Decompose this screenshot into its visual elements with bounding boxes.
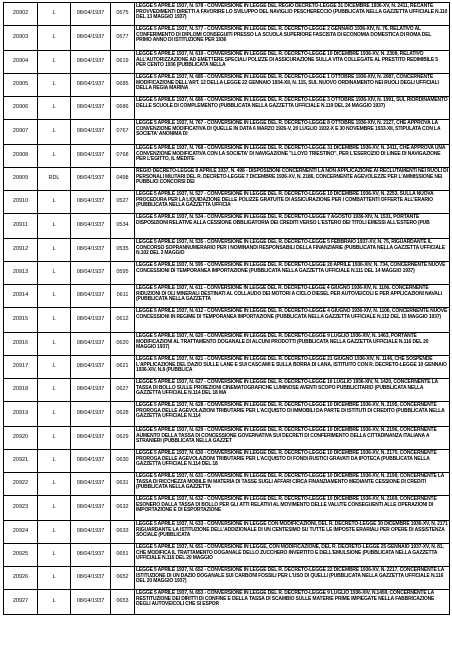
- act-description-cell: LEGGE 5 APRILE 1937, N. 686 - CONVERSIONE IN LEGGE DEL R. DECRETO-LEGGE 3 OTTOBRE 1936-XIV, N. 1991, SUL RIORDINAMENTO DELLE SCUOLE DI COMPLEMENTO (PUBBLICATA NELLA GAZZETTA UFFICIALE N.119 DEL 24 MAGGIO 1937): [135, 97, 450, 120]
- act-number-cell: 0575: [111, 3, 135, 26]
- act-number-cell: 0632: [111, 496, 135, 521]
- act-date-cell: 08/04/1937: [71, 3, 111, 26]
- act-number-cell: 0611: [111, 285, 135, 308]
- act-id-cell: 20907: [4, 120, 38, 145]
- act-id-cell: 20923: [4, 496, 38, 521]
- act-number-cell: 0629: [111, 427, 135, 450]
- act-description-cell: LEGGE 5 APRILE 1937, N. 633 - CONVERSIONE IN LEGGE CON MODIFICAZIONI, DEL R. DECRETO-LEGGE 30 DICEMBRE 1936-XV, N. 2171 RIGUARDANTE LA ISTITUZIONE DELL'ADDIZIONALE DI UN CENTESIMO SU TUTTE LE IMPOSTE ERARIALI PER OPERE DI ASSISTENZA SOCIALE (PUBBLICATA: [135, 521, 450, 544]
- act-date-cell: 08/04/1937: [71, 308, 111, 333]
- act-date-cell: 08/04/1937: [71, 120, 111, 145]
- act-type-cell: L: [38, 567, 71, 590]
- act-date-cell: 08/04/1937: [71, 74, 111, 97]
- act-date-cell: 08/04/1937: [71, 427, 111, 450]
- act-date-cell: 08/04/1937: [71, 262, 111, 285]
- act-type-cell: L: [38, 26, 71, 51]
- table-row: [4, 450, 450, 473]
- act-date-cell: 08/04/1937: [71, 379, 111, 402]
- act-date-cell: 08/04/1937: [71, 26, 111, 51]
- table-row: [4, 496, 450, 521]
- act-id-cell: 20921: [4, 450, 38, 473]
- act-id-cell: 20904: [4, 51, 38, 74]
- act-description-cell: LEGGE 5 APRILE 1937, N. 534 - CONVERSIONE IN LEGGE DEL R. DECRETO-LEGGE 7 AGOSTO 1936-XIV, N. 1531, PORTANTE DISPOSIZIONI RELATIVE ALLA CESSIONE OBBLIGATORIA DEI CREDITI VERSO L'ESTERO DEI TITOLI EMESSI ALL'ESTERO (PUB: [135, 214, 450, 239]
- act-type-cell: L: [38, 74, 71, 97]
- act-description-cell: LEGGE 5 APRILE 1937, N. 619 - CONVERSIONE IN LEGGE DEL R. DECRETO-LEGGE 10 DICEMBRE 1936-XV, N. 2308, RELATIVO ALL'AUTORIZZAZIONE AD EMETTERE SPECIALI POLIZZE DI ASSICURAZIONE SULLA VITA COLLEGATE AL PRESTITO REDIMIBILE 5 PER CENTO 1936 (PUBBLICATA NELLA: [135, 51, 450, 74]
- act-description-cell: LEGGE 5 APRILE 1937, N. 768 - CONVERSIONE IN LEGGE DEL R. DECRETO-LEGGE 31 DICEMBRE 1936-XV, N. 2411, CHE APPROVA UNA CONVENZIONE MODIFICATIVA CON LA SOCIETA' DI NAVIGAZIONE "LLOYD TRIESTINO", PER L'ESERCIZIO DI LINEE DI NAVIGAZIONE PER L'EGITTO, IL MEDITE: [135, 145, 450, 168]
- act-id-cell: 20925: [4, 544, 38, 567]
- act-description-cell: LEGGE 5 APRILE 1937, N. 620 - CONVERSIONE IN LEGGE DEL R. DECRETO-LEGGE 9 LUGLIO 1936-XIV, N. 1463, PORTANTE MODIFICAZIONI AL TRATTAMENTO DOGANALE DI ALCUNI PRODOTTI (PUBBLICATA NELLA GAZZETTA UFFICIALE N.116 DEL 20 MAGGIO 1937): [135, 333, 450, 356]
- act-id-cell: 20909: [4, 168, 38, 191]
- act-date-cell: 08/04/1937: [71, 590, 111, 615]
- acts-register-table: [3, 2, 450, 615]
- table-row: [4, 521, 450, 544]
- acts-register-body: [4, 3, 450, 615]
- table-row: [4, 97, 450, 120]
- act-date-cell: 08/04/1937: [71, 285, 111, 308]
- table-row: [4, 214, 450, 239]
- act-type-cell: L: [38, 356, 71, 379]
- act-number-cell: 0595: [111, 262, 135, 285]
- act-date-cell: 08/04/1937: [71, 567, 111, 590]
- act-type-cell: L: [38, 333, 71, 356]
- act-date-cell: 08/04/1937: [71, 97, 111, 120]
- table-row: [4, 473, 450, 496]
- act-number-cell: 0534: [111, 214, 135, 239]
- table-row: [4, 356, 450, 379]
- act-id-cell: 20926: [4, 567, 38, 590]
- act-type-cell: L: [38, 120, 71, 145]
- table-row: [4, 120, 450, 145]
- table-row: [4, 239, 450, 262]
- act-id-cell: 20903: [4, 26, 38, 51]
- act-description-cell: LEGGE 5 APRILE 1937, N. 653 - CONVERSIONE IN LEGGE DEL R. DECRETO-LEGGE 9 LUGLIO 1936-XIV, N.1459, CONCERNENTE LA RESTITUZIONE DEI DIRITTI DI CONFINE E DELLA TASSA DI SCAMBIO SULLE MATERIE PRIME IMPIEGATE NELLA FABBRICAZIONE DEGLI AUTOVEICOLI CHE SI ESPOR: [135, 590, 450, 615]
- table-row: [4, 285, 450, 308]
- act-type-cell: L: [38, 214, 71, 239]
- act-description-cell: LEGGE 5 APRILE 1937, N. 629 - CONVERSIONE IN LEGGE DEL R. DECRETO-LEGGE 10 DICEMBRE 1936-XV, N. 2196, CONCERNENTE AUMENTO DELLA TASSA DI CONCESSIONE GOVERNATIVA SUI DECRETI DI CONFERIMENTO DELLA CITTADINANZA ITALIANA A STRANIERI (PUBBLICATA NELLA GAZZET: [135, 427, 450, 450]
- act-date-cell: 08/04/1937: [71, 544, 111, 567]
- act-type-cell: L: [38, 450, 71, 473]
- act-description-cell: LEGGE 5 APRILE 1937, N. 612 - CONVERSIONE IN LEGGE DEL R. DECRETO-LEGGE 4 GIUGNO 1936-XIV, N. 1106, CONCERNENTE NUOVE CONCESSIONI IN REGIME DI TEMPORANEA IMPORTAZIONE (PUBBLICATA NELLA GAZZETTA UFFICIALE N.112 DEL 15 MAGGIO 1937): [135, 308, 450, 333]
- act-id-cell: 20912: [4, 239, 38, 262]
- act-type-cell: L: [38, 262, 71, 285]
- act-description-cell: LEGGE 5 APRILE 1937, N. 627 - CONVERSIONE IN LEGGE DEL R. DECRETO-LEGGE 16 LUGLIO 1936-XIV, N. 1420, CONCERNENTE LA TASSA DI BOLLO SULLE PROIEZIONI CINEMATOGRAFICHE LUMINOSE AVENTI SCOPO PUBBLICITARIO (PUBBLICATA NELLA GAZZETTA UFFICIALE N.114 DEL 18 MA: [135, 379, 450, 402]
- act-type-cell: L: [38, 496, 71, 521]
- act-date-cell: 08/04/1937: [71, 214, 111, 239]
- act-number-cell: 0652: [111, 567, 135, 590]
- table-row: [4, 26, 450, 51]
- table-row: [4, 567, 450, 590]
- act-id-cell: 20906: [4, 97, 38, 120]
- act-number-cell: 0498: [111, 168, 135, 191]
- act-description-cell: LEGGE 5 APRILE 1937, N. 527 - CONVERSIONE IN LEGGE DEL R. DECRETO-LEGGE 10 DICEMBRE 1936-XV, N. 2253, SULLA NUOVA PROCEDURA PER LA LIQUIDAZIONE DELLE POLIZZE GRATUITE DI ASSICURAZIONE PER I COMBATTENTI OFFERTE ALL'ERARIO (PUBBLICATA NELLA GAZZETTA UFFICIA: [135, 191, 450, 214]
- act-number-cell: 0631: [111, 473, 135, 496]
- table-row: [4, 168, 450, 191]
- act-id-cell: 20908: [4, 145, 38, 168]
- act-description-cell: LEGGE 5 APRILE 1937, N. 685 - CONVERSIONE IN LEGGE DEL R. DECRETO-LEGGE 1 OTTOBRE 1936-XIV, N. 2087, CONCERNENTE MODIFICAZIONE DELL'ART. 12 DELLA LEGGE 22 GENNAIO 1934-XII, N. 115, SUL NUOVO ORDINAMENTO NEI RUOLI DEGLI UFFICIALI DELLA REGIA MARINA: [135, 74, 450, 97]
- act-date-cell: 08/04/1937: [71, 168, 111, 191]
- act-date-cell: 08/04/1937: [71, 473, 111, 496]
- table-row: [4, 262, 450, 285]
- act-type-cell: RDL: [38, 168, 71, 191]
- act-description-cell: LEGGE 5 APRILE 1937, N. 632 - CONVERSIONE IN LEGGE DEL R. DECRETO-LEGGE 10 DICEMBRE 1936-XV, N. 2169, CONCERNENTE ESONERO DALLA TASSA DI BOLLO PER GLI ATTI RELATIVI AL MOVIMENTO DELLE VALUTE CONSEGUENTI ALLE OPERAZIONI DI IMPORTAZIONE E DI ESPORTAZIONE: [135, 496, 450, 521]
- act-date-cell: 08/04/1937: [71, 191, 111, 214]
- act-type-cell: L: [38, 473, 71, 496]
- act-description-cell: REGIO DECRETO-LEGGE 8 APRILE 1937, N. 498 - DISPOSIZIONI CONCERNENTI LA NON APPLICAZIONE AI RECLUTAMENTI NEI RUOLI DI PERSONALI MILITARI DEL R. DECRETO-LEGGE 7 DICEMBRE 1936-XV, N. 2186, CONCERNENTE AGEVOLEZZE PER L'AMMISSIONE NEI PUBBLICI CONCORSI DEI: [135, 168, 450, 191]
- table-row: [4, 74, 450, 97]
- table-row: [4, 402, 450, 427]
- act-id-cell: 20902: [4, 3, 38, 26]
- act-number-cell: 0619: [111, 51, 135, 74]
- act-number-cell: 0630: [111, 450, 135, 473]
- act-description-cell: LEGGE 5 APRILE 1937, N. 631 - CONVERSIONE IN LEGGE DEL R. DECRETO-LEGGE 10 DICEMBRE 1936-XV, N. 2199, CONCERNENTE LA TASSA DI RICCHEZZA MOBILE IN MATERIA DI TASSE SUGLI AFFARI CIRCA FINANZIAMENTO MEDIANTE CESSIONE DI CREDITI (PUBBLICATA NELLA GAZZETTA: [135, 473, 450, 496]
- table-row: [4, 333, 450, 356]
- act-date-cell: 08/04/1937: [71, 521, 111, 544]
- act-number-cell: 0621: [111, 356, 135, 379]
- act-number-cell: 0653: [111, 590, 135, 615]
- act-type-cell: L: [38, 285, 71, 308]
- act-id-cell: 20905: [4, 74, 38, 97]
- act-type-cell: L: [38, 191, 71, 214]
- act-id-cell: 20913: [4, 262, 38, 285]
- act-number-cell: 0612: [111, 308, 135, 333]
- act-id-cell: 20914: [4, 285, 38, 308]
- act-id-cell: 20910: [4, 191, 38, 214]
- table-row: [4, 427, 450, 450]
- act-type-cell: L: [38, 145, 71, 168]
- act-number-cell: 0620: [111, 333, 135, 356]
- act-number-cell: 0628: [111, 402, 135, 427]
- table-row: [4, 308, 450, 333]
- act-type-cell: L: [38, 3, 71, 26]
- act-number-cell: 0633: [111, 521, 135, 544]
- act-number-cell: 0686: [111, 97, 135, 120]
- act-type-cell: L: [38, 308, 71, 333]
- act-id-cell: 20917: [4, 356, 38, 379]
- act-description-cell: LEGGE 5 APRILE 1937, N. 628 - CONVERSIONE IN LEGGE DEL R. DECRETO-LEGGE 10 DICEMBRE 1936-XV, N. 2195, CONCERNENTE PROROGA DELLE AGEVOLAZIONI TRIBUTARIE PER L'ACQUISTO DI IMMOBILI DA PARTE DI ISTITUTI DI CREDITO (PUBBLICATA NELLA GAZZETTA UFFICIALE N.114: [135, 402, 450, 427]
- act-type-cell: L: [38, 427, 71, 450]
- table-row: [4, 379, 450, 402]
- act-number-cell: 0651: [111, 544, 135, 567]
- act-type-cell: L: [38, 239, 71, 262]
- act-description-cell: LEGGE 5 APRILE 1937, N. 651 - CONVERSIONE IN LEGGE, CON MODIFICAZIONE, DEL R. DECRETO-LEGGE 25 GENNAIO 1937-XV, N. 81, CHE MODIFICA IL TRATTAMENTO DOGANALE DELLO ZUCCHERO INVERTITO E DELL'EMULSIONE (PUBBLICATA NELLA GAZZETTA UFFICIALE N.116 DEL 20 MAGGIO: [135, 544, 450, 567]
- act-id-cell: 20922: [4, 473, 38, 496]
- act-date-cell: 08/04/1937: [71, 496, 111, 521]
- act-description-cell: LEGGE 5 APRILE 1937, N. 578 - CONVERSIONE IN LEGGE DEL REGIO DECRETO-LEGGE 31 DICEMBRE 1936-XV, N. 2411, RECANTE PROVVEDIMENTI DIRETTI A FAVORIRE LO SVILUPPO DEL NAVIGLIO PESCHERECCIO (PUBBLICATA NELLA GAZZETTA UFFICIALE N.110 DEL 13 MAGGIO 1937): [135, 3, 450, 26]
- act-date-cell: 08/04/1937: [71, 356, 111, 379]
- table-row: [4, 3, 450, 26]
- act-date-cell: 08/04/1937: [71, 51, 111, 74]
- act-date-cell: 08/04/1937: [71, 239, 111, 262]
- act-id-cell: 20916: [4, 333, 38, 356]
- act-date-cell: 08/04/1937: [71, 145, 111, 168]
- act-description-cell: LEGGE 5 APRILE 1937, N. 611 - CONVERSIONE IN LEGGE DEL R. DECRETO-LEGGE 4 GIUGNO 1936-XIV, N. 1106, CONCERNENTE RIDUZIONI DI OLI MINERALI DESTINATI AL COLLAUDO DEI MOTORI A CICLO DIESEL PER AUTOVEICOLI E PER APPLICAZIONI NAVALI (PUBBLICATA NELLA GAZZETTA: [135, 285, 450, 308]
- act-type-cell: L: [38, 590, 71, 615]
- act-description-cell: LEGGE 5 APRILE 1937, N. 577 - CONVERSIONE IN LEGGE DEL R. DECRETO-LEGGE 2 GENNAIO 1936-XIV, N. 76, RELATIVO AL CONFERIMENTO DI DIPLOMI CONSEGUITI PRESSO LA SCUOLA SUPERIORE FASCISTA DI ECONOMIA DOMESTICA DI ROMA DEL PRIMO ANNO DI ISTITUZIONE PER 1936: [135, 26, 450, 51]
- act-number-cell: 0627: [111, 379, 135, 402]
- act-type-cell: L: [38, 402, 71, 427]
- table-row: [4, 544, 450, 567]
- table-row: [4, 191, 450, 214]
- act-date-cell: 08/04/1937: [71, 402, 111, 427]
- table-row: [4, 590, 450, 615]
- table-row: [4, 51, 450, 74]
- act-id-cell: 20918: [4, 379, 38, 402]
- act-id-cell: 20924: [4, 521, 38, 544]
- act-number-cell: 0527: [111, 191, 135, 214]
- act-type-cell: L: [38, 97, 71, 120]
- act-description-cell: LEGGE 5 APRILE 1937, N. 767 - CONVERSIONE IN LEGGE DEL R. DECRETO-LEGGE 8 OTTOBRE 1936-XIV, N. 2127, CHE APPROVA LA CONVENZIONE MODIFICATIVA DI QUELLE IN DATA 6 MARZO 1926-V, 20 LUGLIO 1932-X E 30 NOVEMBRE 1933-XII, STIPULATA CON LA SOCIETA' ANONIMA DI: [135, 120, 450, 145]
- act-description-cell: LEGGE 5 APRILE 1937, N. 621 - CONVERSIONE IN LEGGE DEL R. DECRETO-LEGGE 21 GIUGNO 1936-XIV, N. 1146, CHE SOSPENDE L'APPLICAZIONE DEL DAZIO SULLE LANE E SUI CASCAMI E SULLA BORRA DI LANA, ISTITUITO CON R. DECRETO-LEGGE 10 GENNAIO 1936-XIV, N.8 (PUBBLICA: [135, 356, 450, 379]
- act-number-cell: 0768: [111, 145, 135, 168]
- act-date-cell: 08/04/1937: [71, 450, 111, 473]
- act-description-cell: LEGGE 5 APRILE 1937, N. 595 - CONVERSIONE IN LEGGE DEL R. DECRETO-LEGGE 20 APRILE 1936-XIV, N. 734, CONCERNENTE NUOVE CONCESSIONI DI TEMPORANEA IMPORTAZIONE (PUBBLICATA NELLA GAZZETTA UFFICIALE N.111 DEL 14 MAGGIO 1937): [135, 262, 450, 285]
- act-date-cell: 08/04/1937: [71, 333, 111, 356]
- act-type-cell: L: [38, 521, 71, 544]
- act-type-cell: L: [38, 379, 71, 402]
- act-type-cell: L: [38, 544, 71, 567]
- act-number-cell: 0535: [111, 239, 135, 262]
- act-description-cell: LEGGE 5 APRILE 1937, N. 630 - CONVERSIONE IN LEGGE DEL R. DECRETO-LEGGE 10 DICEMBRE 1936-XV, N. 2170, CONCERNENTE PROROGA DELLE AGEVOLAZIONI TRIBUTARIE PER L'ACQUISTO DI FONDI RUSTICI GRAVATI DA IPOTECA (PUBBLICATA NELLA GAZZETTA UFFICIALE N.114 DEL 18: [135, 450, 450, 473]
- act-number-cell: 0685: [111, 74, 135, 97]
- act-number-cell: 0767: [111, 120, 135, 145]
- act-description-cell: LEGGE 5 APRILE 1937, N. 652 - CONVERSIONE IN LEGGE DEL R. DECRETO-LEGGE 22 DICEMBRE 1936-XV, N. 2217, CONCERNENTE LA ISTITUZIONE DI UN DAZIO DOGANALE SUI CARBONI FOSSILI PER L'USO DI QUELLI (PUBBLICATA NELLA GAZZETTA UFFICIALE N.116 DEL 20 MAGGIO 1937): [135, 567, 450, 590]
- act-description-cell: LEGGE 5 APRILE 1937, N. 535 - CONVERSIONE IN LEGGE DEL R. DECRETO-LEGGE 5 FEBBRAIO 1937-XV, N. 75, RIGUARDANTE IL CONCORSO SOPRANNUMERARIO PER I NOMINANDI RESPONSABILI DELLA FINANZIARIE (PUBBLICATA NELLA GAZZETTA UFFICIALE N.102 DEL 3 MAGGIO: [135, 239, 450, 262]
- act-id-cell: 20920: [4, 427, 38, 450]
- act-type-cell: L: [38, 51, 71, 74]
- act-id-cell: 20915: [4, 308, 38, 333]
- act-number-cell: 0577: [111, 26, 135, 51]
- act-id-cell: 20911: [4, 214, 38, 239]
- act-id-cell: 20927: [4, 590, 38, 615]
- act-id-cell: 20919: [4, 402, 38, 427]
- table-row: [4, 145, 450, 168]
